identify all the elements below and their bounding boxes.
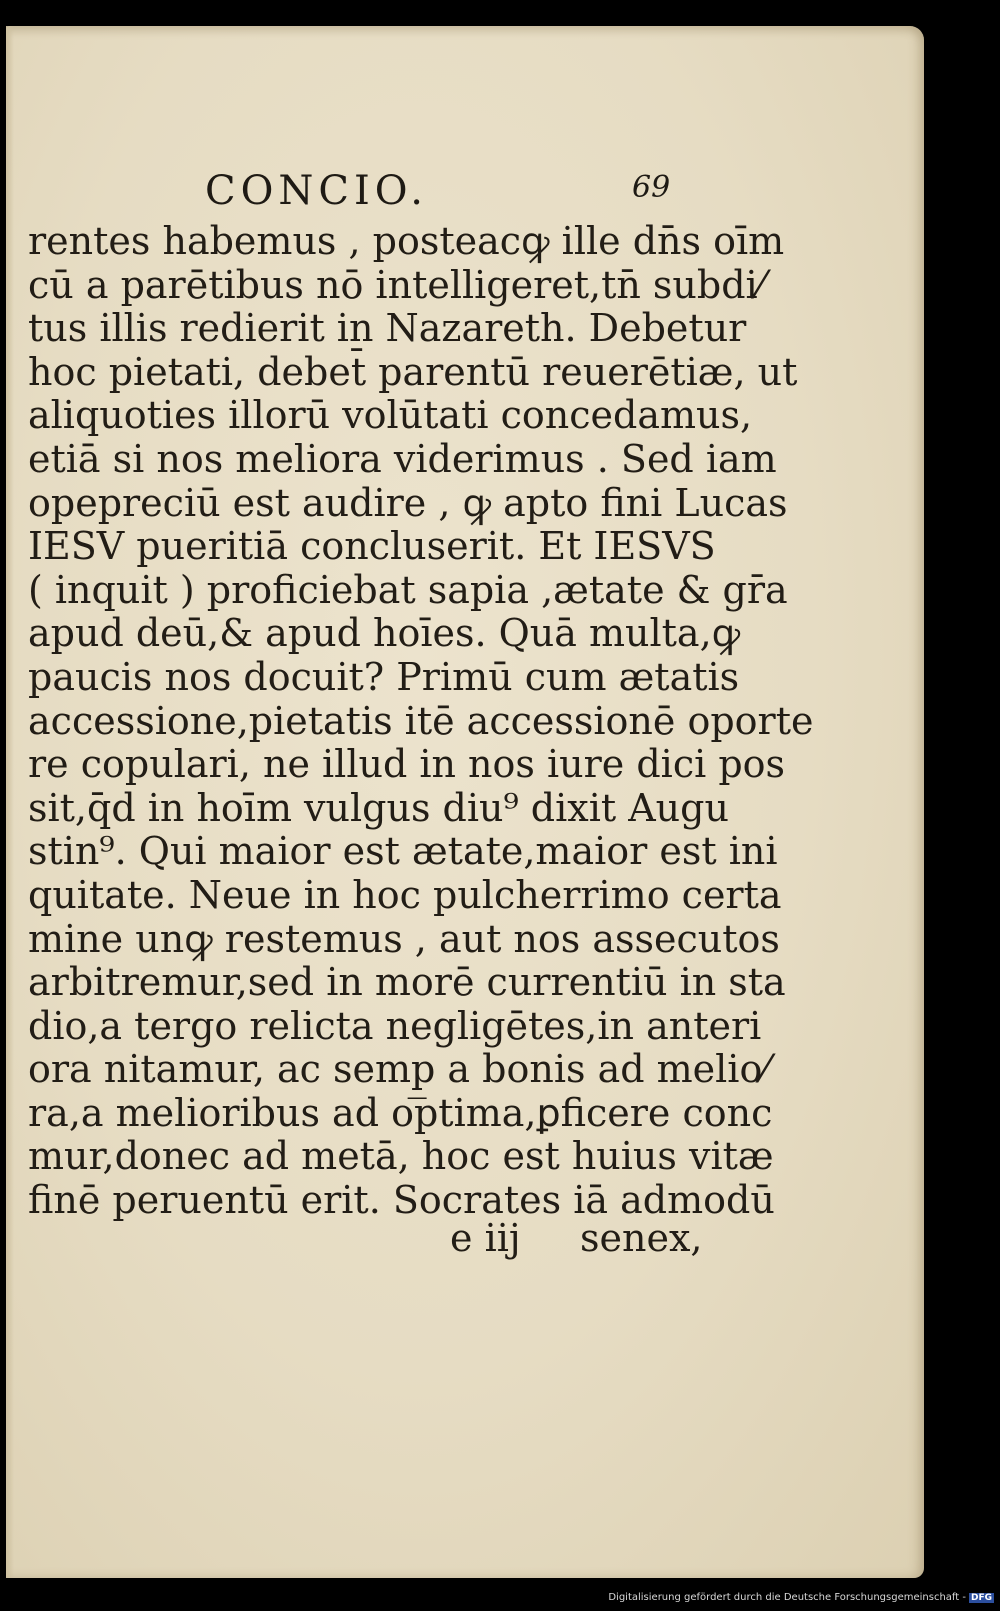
text-line: etiā si nos meliora viderimus . Sed iam (28, 436, 777, 481)
footer-credit (608, 1592, 994, 1603)
text-line: aliquoties illorū volūtati concedamus, (28, 393, 753, 438)
text-line: ( inquit ) proficiebat sapia ,ætate & gr̄a (28, 567, 788, 612)
text-line: ra,a melioribus ad optima,ꝑficere conc (28, 1090, 773, 1135)
text-line: accessione,pietatis itē accessionē oporte (28, 698, 814, 743)
text-line: stin⁹. Qui maior est ætate,maior est ini (28, 829, 778, 874)
text-line: arbitremur,sed in morē currentiū in sta (28, 960, 786, 1005)
text-line: dio,a tergo relicta negligētes,in anteri (28, 1003, 762, 1048)
signature-mark: e iij (450, 1216, 521, 1260)
catchword: senex, (580, 1216, 703, 1260)
text-line: cū a parētibus nō intelligeret,tn̄ subdi⁄ (28, 262, 765, 307)
text-line: hoc pietati, debet̄ parentū reuerētiæ, ut (28, 349, 798, 394)
text-line: apud deū,& apud hoīes. Quā multa,ꝙ (28, 611, 741, 656)
text-line: paucis nos docuit? Primū cum ætatis (28, 654, 740, 699)
footer-text: Digitalisierung gefördert durch die Deutsche Forschungsgemeinschaft - (608, 1592, 966, 1603)
text-line: sit,q̄d in hoīm vulgus diu⁹ dixit Augu (28, 785, 729, 830)
folio-number: 69 (632, 170, 671, 205)
text-line: rentes habemus , posteacꝙ ille dn̄s oīm (28, 219, 785, 263)
text-line: opepreciū est audire , ꝙ apto fini Lucas (28, 480, 788, 525)
text-line: mur,donec ad metā, hoc est huius vitæ (28, 1134, 774, 1179)
body-text (28, 219, 814, 1223)
page-gutter-edge (6, 26, 14, 1578)
text-line: finē peruentū erit. Socrates iā admodū (28, 1178, 775, 1223)
text-line: re copulari, ne illud in nos iure dici pos (28, 742, 786, 787)
dfg-logo: DFG (970, 1593, 992, 1603)
text-line: IESV pueritiā concluserit. Et IESVS (28, 524, 716, 569)
text-line: quitate. Neue in hoc pulcherrimo certa (28, 872, 782, 917)
running-head: CONCIO. (205, 168, 428, 214)
text-line: ora nitamur, ac semp̲ a bonis ad melio⁄ (28, 1047, 769, 1092)
text-line: tus illis redierit in Nazareth. Debetur (28, 306, 747, 351)
text-line: mine unꝙ restemus , aut nos assecutos (28, 916, 780, 961)
